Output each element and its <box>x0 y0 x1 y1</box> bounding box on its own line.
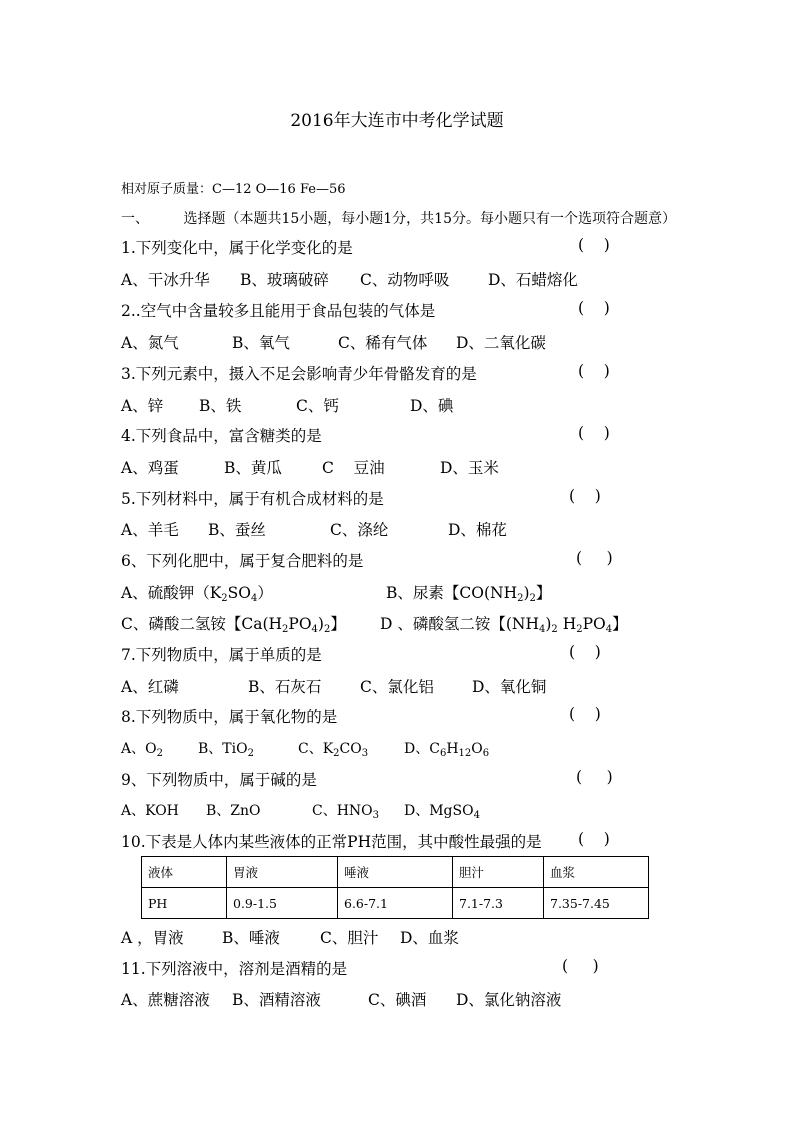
q2-option-a[interactable]: A、氮气 <box>121 334 179 352</box>
table-cell: 血浆 <box>544 857 649 888</box>
q4-option-d[interactable]: D、玉米 <box>440 459 499 477</box>
table-cell: 唾液 <box>338 857 453 888</box>
table-cell: PH <box>142 888 227 919</box>
q5-option-c[interactable]: C、涤纶 <box>330 521 389 539</box>
q8-option-b[interactable]: B、TiO$_2$ <box>198 741 254 759</box>
question-3-answer-blank[interactable]: ( ) <box>578 362 610 380</box>
section-heading <box>121 208 676 228</box>
q7-option-a[interactable]: A、红磷 <box>121 678 179 696</box>
q11-option-a[interactable]: A、蔗糖溶液 <box>121 991 210 1009</box>
q3-option-a[interactable]: A、锌 <box>121 397 164 415</box>
q7-option-c[interactable]: C、氯化铝 <box>360 678 434 696</box>
q1-option-a[interactable]: A、干冰升华 <box>121 271 210 289</box>
q2-option-b[interactable]: B、氧气 <box>232 334 290 352</box>
q1-option-d[interactable]: D、石蜡熔化 <box>488 271 578 289</box>
q6-option-a[interactable]: A、硫酸钾$(K_2SO_4)$ <box>121 584 273 604</box>
q6-option-c[interactable]: C、磷酸二氢铵【$Ca(H_2PO_4)_2$】 <box>121 615 346 635</box>
question-4-answer-blank[interactable]: ( ) <box>578 424 610 442</box>
table-cell: 0.9-1.5 <box>227 888 338 919</box>
question-1-answer-blank[interactable]: ( ) <box>578 236 610 254</box>
q9-option-b[interactable]: B、ZnO <box>206 803 261 819</box>
q2-option-d[interactable]: D、二氧化碳 <box>456 334 546 352</box>
section-number: 一、 <box>121 211 149 227</box>
question-11-answer-blank[interactable]: ( ) <box>562 957 599 975</box>
q11-option-d[interactable]: D、氯化钠溶液 <box>456 991 562 1009</box>
q4-option-c[interactable]: C 豆油 <box>322 459 385 477</box>
question-11-stem: 11.下列溶液中，溶剂是酒精的是 <box>121 960 348 978</box>
q8-option-d[interactable]: D、$C_6H_{12}O_6$ <box>404 741 490 759</box>
q8-option-c[interactable]: C、$K_2CO_3$ <box>298 741 369 759</box>
q4-option-a[interactable]: A、鸡蛋 <box>121 459 179 477</box>
question-9-answer-blank[interactable]: ( ) <box>576 768 613 786</box>
question-7-answer-blank[interactable]: ( ) <box>569 643 601 661</box>
table-cell: 液体 <box>142 857 227 888</box>
table-cell: 6.6-7.1 <box>338 888 453 919</box>
question-6-answer-blank[interactable]: ( ) <box>576 549 613 567</box>
question-6-stem: 6、下列化肥中，属于复合肥料的是 <box>121 552 364 570</box>
question-2-stem: 2..空气中含量较多且能用于食品包装的气体是 <box>121 302 436 320</box>
question-1-stem: 1.下列变化中，属于化学变化的是 <box>121 239 353 257</box>
table-cell: 胃液 <box>227 857 338 888</box>
q9-option-d[interactable]: D、MgSO$_4$ <box>404 803 480 821</box>
q5-option-a[interactable]: A、羊毛 <box>121 521 179 539</box>
q9-option-a[interactable]: A、KOH <box>121 803 179 819</box>
q8-option-a[interactable]: A、$O_2$ <box>121 741 163 759</box>
table-row <box>142 857 649 888</box>
atomic-mass-note: 相对原子质量：C—12 O—16 Fe—56 <box>121 182 346 197</box>
q5-option-b[interactable]: B、蚕丝 <box>208 521 266 539</box>
question-10-stem: 10.下表是人体内某些液体的正常PH范围，其中酸性最强的是 <box>121 833 542 851</box>
question-10-answer-blank[interactable]: ( ) <box>578 830 610 848</box>
table-cell: 7.35-7.45 <box>544 888 649 919</box>
page-title: 2016年大连市中考化学试题 <box>290 111 504 131</box>
question-2-answer-blank[interactable]: ( ) <box>578 299 610 317</box>
question-8-stem: 8.下列物质中，属于氧化物的是 <box>121 708 338 726</box>
q11-option-b[interactable]: B、酒精溶液 <box>232 991 321 1009</box>
section-text: 选择题（本题共15小题，每小题1分，共15分。每小题只有一个选项符合题意） <box>183 211 676 227</box>
q1-option-c[interactable]: C、动物呼吸 <box>360 271 450 289</box>
q6-option-d[interactable]: D 、磷酸氢二铵【$(NH_4)_2$ $H_2PO_4$】 <box>380 615 628 635</box>
q5-option-d[interactable]: D、棉花 <box>448 521 507 539</box>
q3-option-b[interactable]: B、铁 <box>199 397 242 415</box>
ph-range-table <box>141 856 649 919</box>
table-cell: 7.1-7.3 <box>453 888 544 919</box>
table-row <box>142 888 649 919</box>
question-8-answer-blank[interactable]: ( ) <box>569 705 601 723</box>
question-9-stem: 9、下列物质中，属于碱的是 <box>121 771 317 789</box>
q7-option-b[interactable]: B、石灰石 <box>248 678 322 696</box>
question-5-stem: 5.下列材料中，属于有机合成材料的是 <box>121 490 384 508</box>
question-3-stem: 3.下列元素中，摄入不足会影响青少年骨骼发育的是 <box>121 365 477 383</box>
q7-option-d[interactable]: D、氧化铜 <box>472 678 547 696</box>
table-cell: 胆汁 <box>453 857 544 888</box>
q4-option-b[interactable]: B、黄瓜 <box>224 459 282 477</box>
q1-option-b[interactable]: B、玻璃破碎 <box>240 271 329 289</box>
q3-option-c[interactable]: C、钙 <box>296 397 339 415</box>
q10-option-d[interactable]: D、血浆 <box>400 929 459 947</box>
q10-option-b[interactable]: B、唾液 <box>222 929 280 947</box>
q11-option-c[interactable]: C、碘酒 <box>368 991 427 1009</box>
q10-option-a[interactable]: A ，胃液 <box>121 929 184 947</box>
q3-option-d[interactable]: D、碘 <box>410 397 454 415</box>
question-5-answer-blank[interactable]: ( ) <box>569 487 601 505</box>
q9-option-c[interactable]: C、$HNO_3$ <box>312 803 380 821</box>
q6-option-b[interactable]: B、尿素【$CO(NH_2)_2$】 <box>386 584 552 604</box>
q10-option-c[interactable]: C、胆汁 <box>320 929 379 947</box>
q2-option-c[interactable]: C、稀有气体 <box>338 334 428 352</box>
question-4-stem: 4.下列食品中，富含糖类的是 <box>121 427 322 445</box>
question-7-stem: 7.下列物质中，属于单质的是 <box>121 646 322 664</box>
